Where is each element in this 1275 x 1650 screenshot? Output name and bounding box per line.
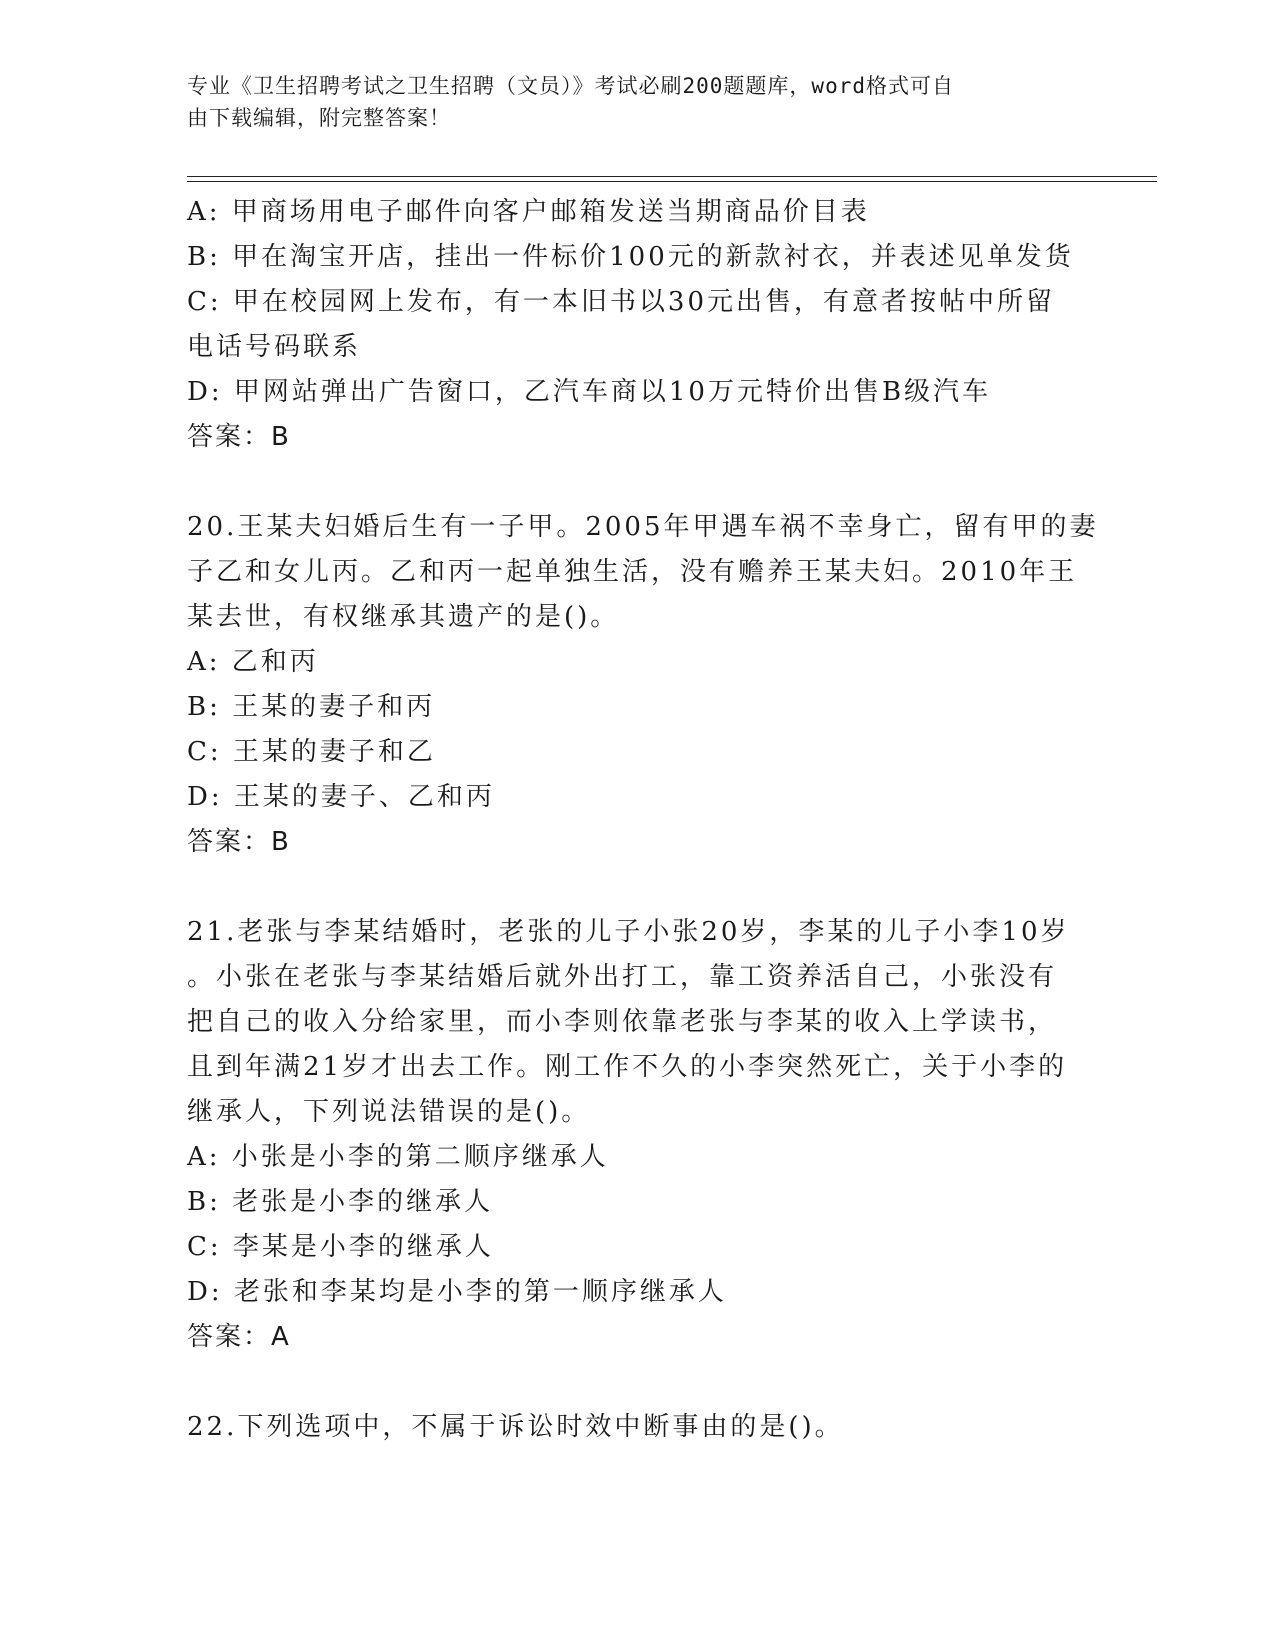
document-header: [187, 70, 1087, 134]
option-a: A: 小张是小李的第二顺序继承人: [187, 1142, 609, 1172]
question-stem-line: 继承人，下列说法错误的是()。: [187, 1097, 591, 1127]
option-d: D: 老张和李某均是小李的第一顺序继承人: [187, 1277, 727, 1307]
option-a: A: 乙和丙: [187, 647, 319, 677]
question-stem-line: 20.王某夫妇婚后生有一子甲。2005年甲遇车祸不幸身亡，留有甲的妻: [187, 512, 1099, 542]
spacer: [187, 865, 1087, 910]
option-b: B: 老张是小李的继承人: [187, 1187, 494, 1217]
question-stem-line: 子乙和女儿丙。乙和丙一起单独生活，没有赡养王某夫妇。2010年王: [187, 557, 1078, 587]
option-d: D: 王某的妻子、乙和丙: [187, 782, 495, 812]
option-c: C: 李某是小李的继承人: [187, 1232, 494, 1262]
option-b: B: 王某的妻子和丙: [187, 692, 436, 722]
option-b: B: 甲在淘宝开店，挂出一件标价100元的新款衬衣，并表述见单发货: [187, 242, 1074, 272]
option-c-continued: 电话号码联系: [187, 332, 362, 362]
spacer: [187, 460, 1087, 505]
answer: 答案：B: [187, 422, 291, 452]
header-line-1: 专业《卫生招聘考试之卫生招聘（文员）》考试必刷200题题库，word格式可自: [187, 74, 954, 98]
option-c: C: 王某的妻子和乙: [187, 737, 436, 767]
question-22: [187, 1405, 1087, 1450]
answer: 答案：B: [187, 827, 291, 857]
question-stem-line: 某去世，有权继承其遗产的是()。: [187, 602, 620, 632]
question-21: [187, 910, 1087, 1360]
option-d: D: 甲网站弹出广告窗口，乙汽车商以10万元特价出售B级汽车: [187, 377, 992, 407]
header-divider-top: [187, 176, 1157, 177]
question-stem-line: 把自己的收入分给家里，而小李则依靠老张与李某的收入上学读书，: [187, 1007, 1058, 1037]
question-20: [187, 505, 1099, 865]
question-stem-line: 22.下列选项中，不属于诉讼时效中断事由的是()。: [187, 1412, 844, 1442]
question-continued: [187, 190, 1087, 460]
header-line-2: 由下载编辑，附完整答案！: [187, 106, 451, 130]
option-c: C: 甲在校园网上发布，有一本旧书以30元出售，有意者按帖中所留: [187, 287, 1056, 317]
question-list: [187, 190, 1099, 1450]
spacer: [187, 1360, 1087, 1405]
header-divider-bottom: [187, 181, 1157, 182]
option-a: A: 甲商场用电子邮件向客户邮箱发送当期商品价目表: [187, 197, 870, 227]
question-stem-line: 且到年满21岁才出去工作。刚工作不久的小李突然死亡，关于小李的: [187, 1052, 1068, 1082]
question-stem-line: 。小张在老张与李某结婚后就外出打工，靠工资养活自己，小张没有: [187, 962, 1058, 992]
question-stem-line: 21.老张与李某结婚时，老张的儿子小张20岁，李某的儿子小李10岁: [187, 917, 1070, 947]
answer: 答案：A: [187, 1322, 291, 1352]
